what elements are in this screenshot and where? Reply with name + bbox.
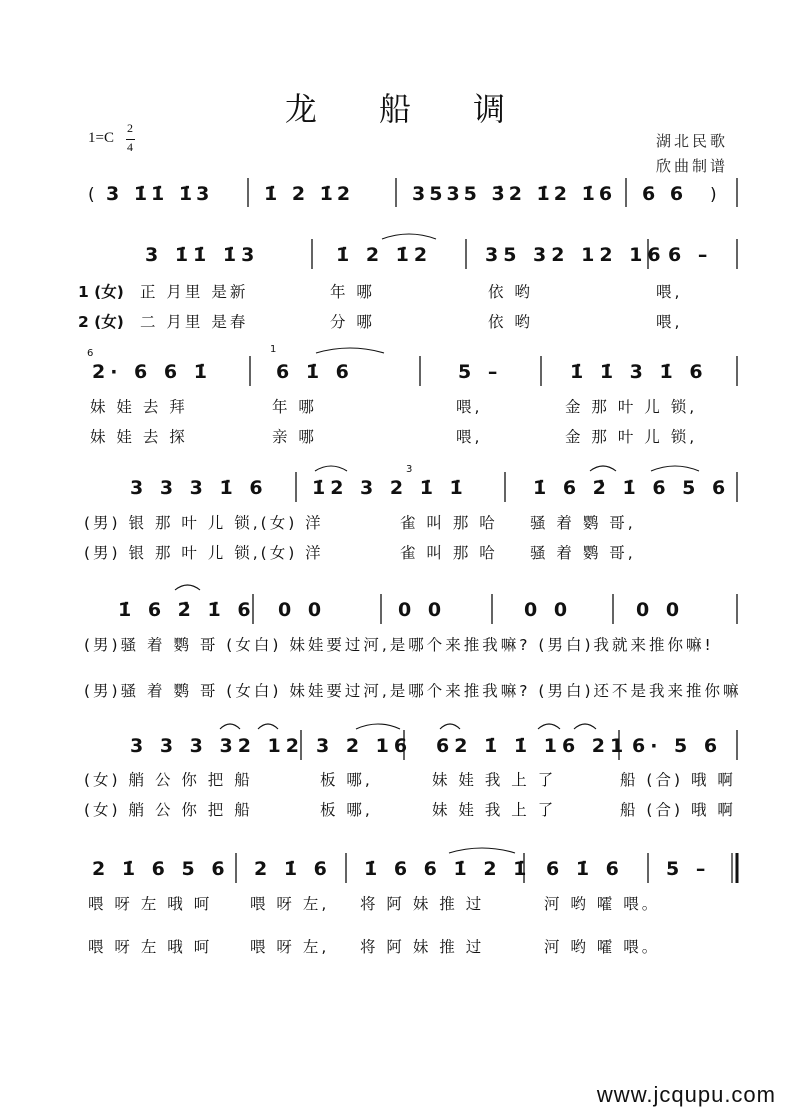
lyric-system-1-verse-1: 喂, [656, 283, 683, 301]
system-4-measure-4: 0 0 [524, 599, 573, 621]
system-1-measure-3: 35 32 12 16 [485, 244, 666, 266]
system-6-measure-3: 1̇ 6 6 1̇ 2 1̇ [364, 858, 532, 880]
lyric-system-1-verse-1: 年 哪 [330, 283, 375, 301]
lyric-system-1-verse-2: 二 月里 是春 [140, 313, 249, 331]
lyric-system-5-verse-1: 板 哪, [320, 771, 373, 789]
system-2-measure-3: 5 – [458, 361, 503, 383]
system-5-measure-1: 3 3 3 32 12 [130, 735, 305, 757]
system-2-measure-2: 6 1̇ 6 [276, 361, 354, 383]
slur [440, 724, 460, 729]
lyric-system-2-verse-1: 金 那 叶 儿 锁, [565, 398, 698, 416]
lyric-system-2-verse-2: 喂, [456, 428, 483, 446]
lyric-system-3-verse-2: 雀 叫 那 哈 [400, 544, 498, 562]
lyric-system-4-verse-2: (男)骚 着 鹦 哥 (女白) 妹娃要过河,是哪个来推我嘛? (男白)还不是我来推你嘛 [84, 682, 742, 700]
system-4-measure-5: 0 0 [636, 599, 685, 621]
intro-open-paren: ( [88, 185, 95, 205]
lyric-system-5-verse-2: (女) 艄 公 你 把 船 [84, 801, 253, 819]
credit-arranger: 欣曲制谱 [655, 157, 728, 175]
system-3-measure-2: 1̇2 3 2 1̇ 1̇ [312, 477, 468, 499]
lyric-system-2-verse-2: 亲 哪 [272, 428, 317, 446]
grace-note: 1 [270, 344, 277, 355]
system-6-measure-5: 5 – [666, 858, 711, 880]
lyric-system-6-verse-2: 喂 呀 左, [250, 938, 330, 956]
lyric-system-5-verse-2: 船 (合) 哦 啊 [620, 801, 736, 819]
lyric-system-3-verse-1: (男) 银 那 叶 儿 锁,(女) 洋 [84, 514, 324, 532]
system-4-measure-1: 1̇ 6 2̇ 1̇ 6 [118, 599, 256, 621]
lyric-system-5-verse-1: 妹 娃 我 上 了 [432, 771, 557, 789]
lyric-system-1-verse-2: 喂, [656, 313, 683, 331]
system-6-measure-2: 2 1̇ 6 [254, 858, 332, 880]
intro-measure: 1̇ 2 1̇2 [264, 183, 355, 205]
lyric-system-6-verse-1: 喂 呀 左, [250, 895, 330, 913]
lyric-system-5-verse-1: 船 (合) 哦 啊 [620, 771, 736, 789]
time-signature-denominator: 4 [127, 140, 133, 154]
lyric-system-3-verse-2: (男) 银 那 叶 儿 锁,(女) 洋 [84, 544, 324, 562]
lyric-system-2-verse-2: 妹 娃 去 探 [90, 428, 188, 446]
system-3-measure-3: 1̇ 6 2̇ 1̇ 6 5 6 [533, 477, 731, 499]
lyric-system-6-verse-1: 喂 呀 左 哦 呵 [88, 895, 213, 913]
slur [382, 234, 436, 239]
intro-close-paren: ) [710, 185, 717, 205]
time-signature-numerator: 2 [127, 121, 133, 135]
lyric-system-1-verse-2: 依 哟 [488, 313, 533, 331]
system-5-measure-2: 3 2 16 [316, 735, 413, 757]
slur [316, 348, 384, 353]
grace-note: 3 [406, 464, 413, 475]
slur [175, 585, 200, 590]
lyric-system-1-verse-1: 依 哟 [488, 283, 533, 301]
system-4-measure-2: 0 0 [278, 599, 327, 621]
lyric-system-2-verse-1: 妹 娃 去 拜 [90, 398, 188, 416]
lyric-system-4-verse-1: (男)骚 着 鹦 哥 (女白) 妹娃要过河,是哪个来推我嘛? (男白)我就来推你嘛! [84, 636, 714, 654]
lyric-system-6-verse-2: 喂 呀 左 哦 呵 [88, 938, 213, 956]
system-6-measure-1: 2 1̇ 6 5 6 [92, 858, 230, 880]
system-1-measure-2: 1̇ 2 1̇2 [336, 244, 433, 266]
lyric-system-2-verse-1: 喂, [456, 398, 483, 416]
key-signature: 1=C [88, 130, 114, 146]
lyric-system-2-verse-2: 金 那 叶 儿 锁, [565, 428, 698, 446]
lyric-system-5-verse-1: (女) 艄 公 你 把 船 [84, 771, 253, 789]
system-5-measure-3: 62 1̇ 1̇ 16 21 [436, 735, 629, 757]
lyric-system-3-verse-1: 雀 叫 那 哈 [400, 514, 498, 532]
intro-measure: 3 1̇1̇ 1̇3 [106, 183, 214, 205]
lyric-system-1-verse-1: 正 月里 是新 [140, 283, 249, 301]
lyric-system-6-verse-1: 将 阿 妹 推 过 [360, 895, 485, 913]
credit-origin: 湖北民歌 [655, 132, 728, 150]
lyric-system-3-verse-2: 骚 着 鹦 哥, [530, 544, 636, 562]
watermark-url: www.jcqupu.com [596, 1082, 776, 1107]
lyric-system-3-verse-1: 骚 着 鹦 哥, [530, 514, 636, 532]
system-1-measure-4: 6 – [668, 244, 713, 266]
slur [651, 466, 699, 471]
system-2-measure-1: 2· 6 6 1̇ [92, 361, 212, 383]
slur [574, 724, 596, 729]
system-5-measure-4: 6· 5 6 [632, 735, 723, 757]
slur [590, 466, 616, 471]
grace-note: 6 [87, 348, 94, 359]
song-title: 龙 船 调 [284, 90, 532, 128]
slur [356, 724, 400, 729]
verse-label: 2 (女) [78, 313, 124, 331]
verse-label: 1 (女) [78, 283, 124, 301]
system-1-measure-1: 3 1̇1̇ 1̇3 [145, 244, 260, 266]
intro-measure: 3535 3̇2 1̇2 1̇6 [412, 183, 617, 205]
slur [258, 724, 278, 729]
lyric-system-6-verse-2: 河 哟 嚯 喂。 [544, 938, 661, 956]
lyric-system-5-verse-2: 板 哪, [320, 801, 373, 819]
lyric-system-1-verse-2: 分 哪 [330, 313, 375, 331]
system-3-measure-1: 3 3 3 1̇ 6 [130, 477, 268, 499]
lyric-system-2-verse-1: 年 哪 [272, 398, 317, 416]
slur [449, 848, 515, 853]
system-4-measure-3: 0 0 [398, 599, 447, 621]
system-6-measure-4: 6 1̇ 6 [546, 858, 624, 880]
lyric-system-5-verse-2: 妹 娃 我 上 了 [432, 801, 557, 819]
lyric-system-6-verse-1: 河 哟 嚯 喂。 [544, 895, 661, 913]
slur [538, 724, 560, 729]
intro-measure: 6 6 [642, 183, 688, 205]
slur [315, 466, 347, 471]
slur [220, 724, 240, 729]
lyric-system-6-verse-2: 将 阿 妹 推 过 [360, 938, 485, 956]
system-2-measure-4: 1̇ 1̇ 3 1̇ 6 [570, 361, 708, 383]
